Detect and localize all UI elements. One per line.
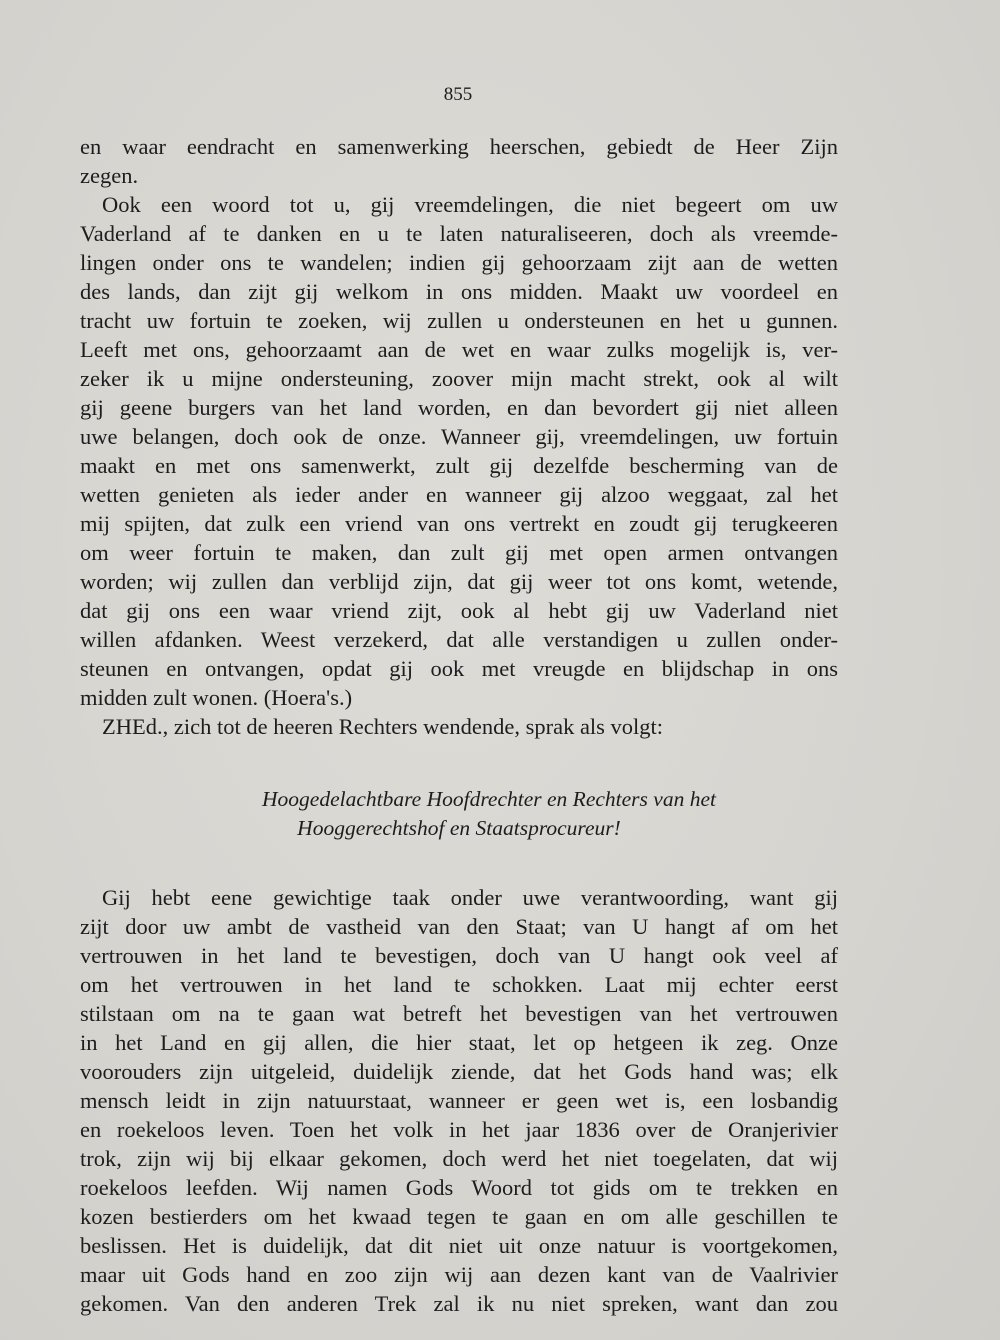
text-line: stilstaan om na te gaan wat betreft het bevestigen van het vertrouwen — [80, 1001, 838, 1026]
text-line: lingen onder ons te wandelen; indien gij gehoorzaam zijt aan de wetten — [80, 250, 838, 275]
text-line: ZHEd., zich tot de heeren Rechters wendende, sprak als volgt: — [102, 714, 664, 739]
text-line: dat gij ons een waar vriend zijt, ook al hebt gij uw Vaderland niet — [80, 598, 838, 623]
text-line: wetten genieten als ieder ander en wanneer gij alzoo weggaat, zal het — [80, 482, 838, 507]
text-line: voorouders zijn uitgeleid, duidelijk ziende, dat het Gods hand was; elk — [80, 1059, 838, 1084]
text-line: beslissen. Het is duidelijk, dat dit niet uit onze natuur is voortgekomen, — [80, 1233, 838, 1258]
text-line: maar uit Gods hand en zoo zijn wij aan dezen kant van de Vaalrivier — [80, 1262, 838, 1287]
text-line: Vaderland af te danken en u te laten naturaliseeren, doch als vreemde- — [80, 221, 838, 246]
text-line: mensch leidt in zijn natuurstaat, wanneer er geen wet is, een losbandig — [80, 1088, 838, 1113]
text-line: tracht uw fortuin te zoeken, wij zullen u ondersteunen en het u gunnen. — [80, 308, 838, 333]
text-line: zeker ik u mijne ondersteuning, zoover mijn macht strekt, ook al wilt — [80, 366, 838, 391]
body-text — [80, 132, 838, 1318]
paragraph — [80, 190, 838, 712]
text-line: Gij hebt eene gewichtige taak onder uwe verantwoording, want gij — [102, 885, 838, 910]
text-line: en waar eendracht en samenwerking heerschen, gebiedt de Heer Zijn — [80, 134, 838, 159]
text-line: des lands, dan zijt gij welkom in ons midden. Maakt uw voordeel en — [80, 279, 838, 304]
page-number: 855 — [443, 84, 473, 105]
text-line: midden zult wonen. (Hoera's.) — [80, 685, 353, 710]
text-line: willen afdanken. Weest verzekerd, dat alle verstandigen u zullen onder- — [80, 627, 838, 652]
paragraph — [80, 883, 838, 1318]
address-heading — [80, 785, 838, 843]
text-line: worden; wij zullen dan verblijd zijn, dat gij weer tot ons komt, wetende, — [80, 569, 838, 594]
text-line: zegen. — [80, 163, 139, 188]
text-line: om weer fortuin te maken, dan zult gij met open armen ontvangen — [80, 540, 838, 565]
text-line: zijt door uw ambt de vastheid van den Staat; van U hangt af om het — [80, 914, 838, 939]
text-line: roekeloos leefden. Wij namen Gods Woord tot gids om te trekken en — [80, 1175, 838, 1200]
text-line: maakt en met ons samenwerkt, zult gij dezelfde bescherming van de — [80, 453, 838, 478]
text-line: gekomen. Van den anderen Trek zal ik nu niet spreken, want dan zou — [80, 1291, 838, 1316]
text-line: mij spijten, dat zulk een vriend van ons vertrekt en zoudt gij terugkeeren — [80, 511, 838, 536]
text-line: om het vertrouwen in het land te schokken. Laat mij echter eerst — [80, 972, 838, 997]
heading-line: Hooggerechtshof en Staatsprocureur! — [297, 816, 621, 840]
text-line: in het Land en gij allen, die hier staat, let op hetgeen ik zeg. Onze — [80, 1030, 838, 1055]
heading-line: Hoogedelachtbare Hoofdrechter en Rechters van het — [262, 787, 716, 811]
text-line: Leeft met ons, gehoorzaamt aan de wet en waar zulks mogelijk is, ver- — [80, 337, 838, 362]
text-line: trok, zijn wij bij elkaar gekomen, doch werd het niet toegelaten, dat wij — [80, 1146, 838, 1171]
text-line: uwe belangen, doch ook de onze. Wanneer gij, vreemdelingen, uw fortuin — [80, 424, 838, 449]
text-line: en roekeloos leven. Toen het volk in het jaar 1836 over de Oranjerivier — [80, 1117, 838, 1142]
text-line: Ook een woord tot u, gij vreemdelingen, die niet begeert om uw — [102, 192, 838, 217]
paragraph — [80, 132, 838, 190]
text-line: vertrouwen in het land te bevestigen, doch van U hangt ook veel af — [80, 943, 838, 968]
paragraph — [80, 712, 838, 741]
text-line: kozen bestierders om het kwaad tegen te gaan en om alle geschillen te — [80, 1204, 838, 1229]
text-line: gij geene burgers van het land worden, en dan bevordert gij niet alleen — [80, 395, 838, 420]
text-line: steunen en ontvangen, opdat gij ook met vreugde en blijdschap in ons — [80, 656, 838, 681]
